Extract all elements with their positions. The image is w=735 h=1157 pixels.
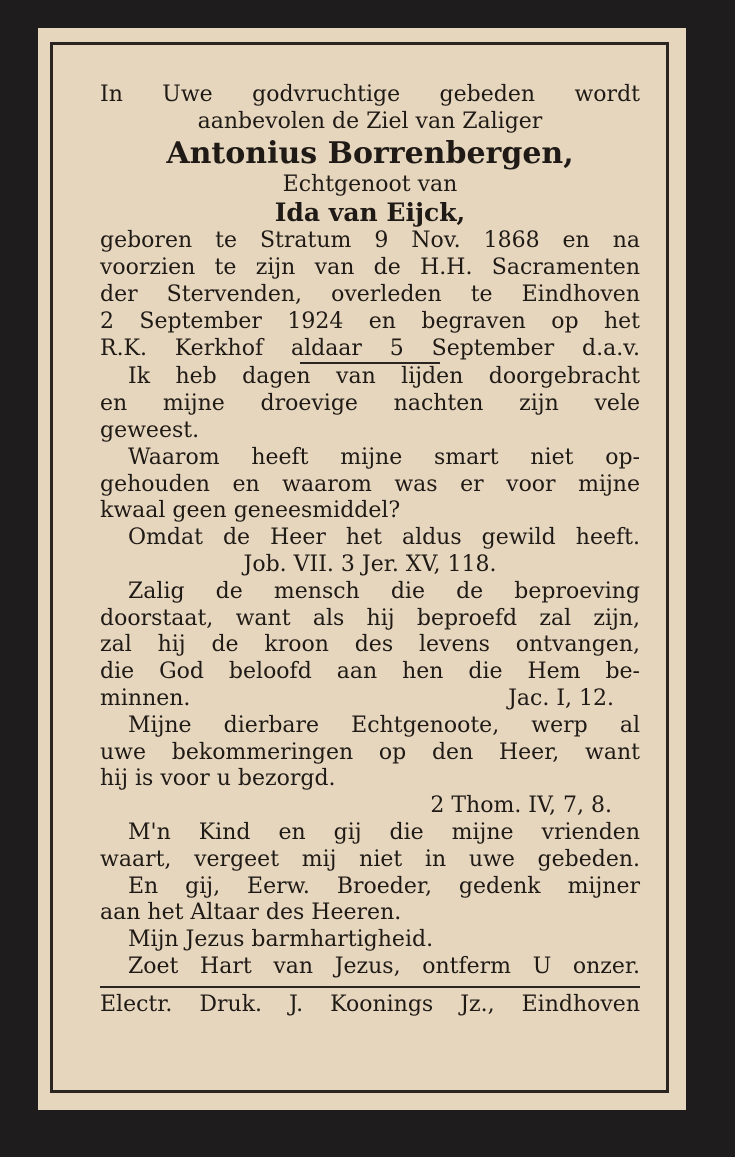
verse4-line-5: minnen.	[100, 685, 191, 711]
scripture-ref-1: Job. VII. 3 Jer. XV, 118.	[243, 551, 497, 577]
verse2-line-3: kwaal geen geneesmiddel?	[100, 498, 401, 524]
prayer4-line: Zoet Hart van Jezus, ontferm U onzer.	[128, 953, 640, 979]
verse5-line-2: uwe bekommeringen op den Heer, want	[100, 739, 640, 765]
verse2-line-2: gehouden en waarom was er voor mijne	[100, 471, 640, 497]
spouse-name: Ida van Eijck,	[274, 198, 466, 228]
bio-line-2: voorzien te zijn van de H.H. Sacramenten	[100, 255, 640, 281]
verse5-line-1: Mijne dierbare Echtgenoote, werp al	[128, 712, 640, 738]
prayer1-line-2: waart, vergeet mij niet in uwe gebeden.	[100, 846, 640, 872]
deceased-name: Antonius Borrenbergen,	[166, 135, 574, 171]
intro-line-2: aanbevolen de Ziel van Zaliger	[197, 108, 543, 134]
card-text	[100, 82, 640, 1019]
bio-line-5: R.K. Kerkhof aldaar 5 September d.a.v.	[100, 335, 640, 361]
spouse-intro: Echtgenoot van	[282, 171, 458, 197]
printer-divider	[100, 986, 640, 988]
prayer2-line-2: aan het Altaar des Heeren.	[100, 900, 402, 926]
verse1-line-2: en mijne droevige nachten zijn vele	[100, 391, 640, 417]
verse2-line-1: Waarom heeft mijne smart niet op-	[128, 444, 640, 470]
scripture-ref-2: Jac. I, 12.	[508, 685, 614, 711]
intro-line-1: In Uwe godvruchtige gebeden wordt	[100, 82, 640, 107]
prayer3-line: Mijn Jezus barmhartigheid.	[128, 927, 434, 953]
verse4-last-row	[100, 686, 640, 713]
verse1-line-1: Ik heb dagen van lijden doorgebracht	[128, 364, 640, 390]
verse4-line-2: doorstaat, want als hij beproefd zal zijn,	[100, 605, 640, 631]
bio-line-3: der Stervenden, overleden te Eindhoven	[100, 281, 640, 307]
verse5-line-3: hij is voor u bezorgd.	[100, 766, 336, 792]
prayer1-line-1: M'n Kind en gij die mijne vrienden	[128, 819, 640, 845]
verse4-line-3: zal hij de kroon des levens ontvangen,	[100, 632, 640, 658]
scripture-ref-3: 2 Thom. IV, 7, 8.	[430, 793, 612, 819]
verse4-line-1: Zalig de mensch die de beproeving	[128, 578, 640, 604]
prayer2-line-1: En gij, Eerw. Broeder, gedenk mijner	[128, 873, 640, 899]
bio-line-1: geboren te Stratum 9 Nov. 1868 en na	[100, 228, 640, 254]
verse1-line-3: geweest.	[100, 417, 200, 443]
bio-line-4: 2 September 1924 en begraven op het	[100, 308, 640, 334]
verse3-line: Omdat de Heer het aldus gewild heeft.	[128, 525, 640, 551]
verse4-line-4: die God beloofd aan hen die Hem be-	[100, 659, 640, 685]
printer-credit: Electr. Druk. J. Koonings Jz., Eindhoven	[100, 991, 640, 1017]
